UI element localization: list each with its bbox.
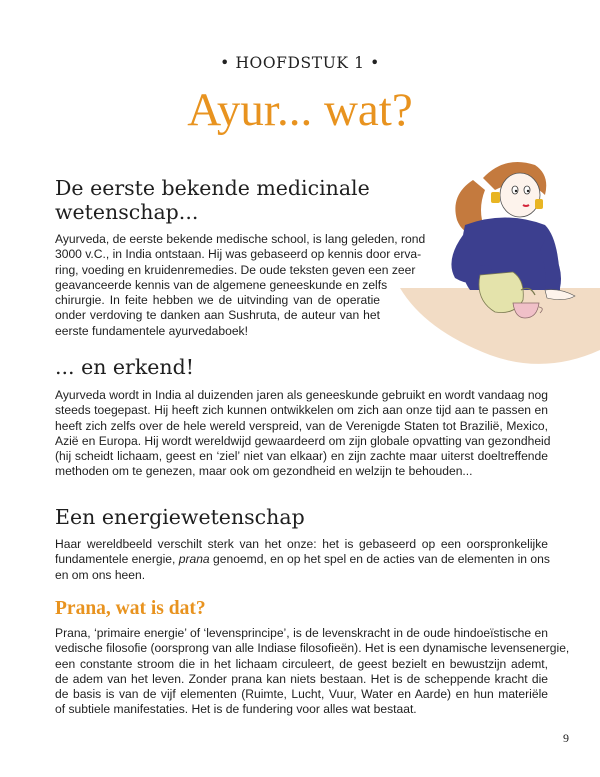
page-number: 9 [563, 731, 569, 745]
prana-italic-term: prana [178, 552, 210, 567]
section-heading-first-medical-science: De eerste bekende medicinale wetenschap... [55, 176, 370, 224]
paragraph-what-is-prana: Prana, ‘primaire energie’ of ‘levensprincipe’, is de levenskracht in de oude hindoeïstische en vedische filosofie (oorsprong van alle Indiase filosofieën). Het is een dynamische levensenergie, een constante stroom die in het lichaam circuleert, de geest bezielt en bewustzijn ademt, de adem van het leven. Zonder prana kan niets bestaan. Het is de scheppende kracht die de basis is van de vijf elementen (Ruimte, Lucht, Vuur, Water en Aarde) en hun materiële of subtiele manifestaties. Het is de fundering voor alles wat bestaat. [55, 626, 570, 717]
section-heading-recognized: ... en erkend! [55, 355, 194, 379]
paragraph-recognized: Ayurveda wordt in India al duizenden jaren als geneeskunde gebruikt en wordt vandaag nog steeds toegepast. Hij heeft zich kunnen ontwikkelen om zich aan onze tijd aan te passen en heeft zich zelfs over de hele wereld verspreid, van de Verenigde Staten tot Brazilië, Mexico, Azië en Europa. Hij wordt wereldwijd gewaardeerd om zijn globale opvatting van gezondheid (hij scheidt lichaam, geest en ‘ziel’ niet van elkaar) en zijn zachte maar uiterst doeltreffende methoden om te genezen, maar ook om gezondheid en welzijn te behouden... [55, 388, 551, 479]
section-heading-energy-science: Een energiewetenschap [55, 505, 305, 529]
paragraph-energy-science: Haar wereldbeeld verschilt sterk van het onze: het is gebaseerd op een oorspronkelijke fundamentele energie, prana genoemd, en op het spel en de acties van de elementen in ons en om ons heen. [55, 537, 550, 582]
chapter-title: Ayur... wat? [187, 84, 413, 136]
paragraph-first-medical-science: Ayurveda, de eerste bekende medische school, is lang geleden, rond 3000 v.C., in India ontstaan. Hij was gebaseerd op kennis door erva- ring, voeding en kruidenremedies. De oude teksten geven een zeer geavanceerde kennis van de algemene geneeskunde en zelfs chirurgie. In feite hebben we de uitvinding van de operatie onder verdoving te danken aan Sushruta, de auteur van het eerste fundamentele ayurvedaboek! [55, 232, 426, 338]
chapter-label: • HOOFDSTUK 1 • [220, 54, 380, 72]
section-heading-what-is-prana: Prana, wat is dat? [55, 598, 206, 619]
